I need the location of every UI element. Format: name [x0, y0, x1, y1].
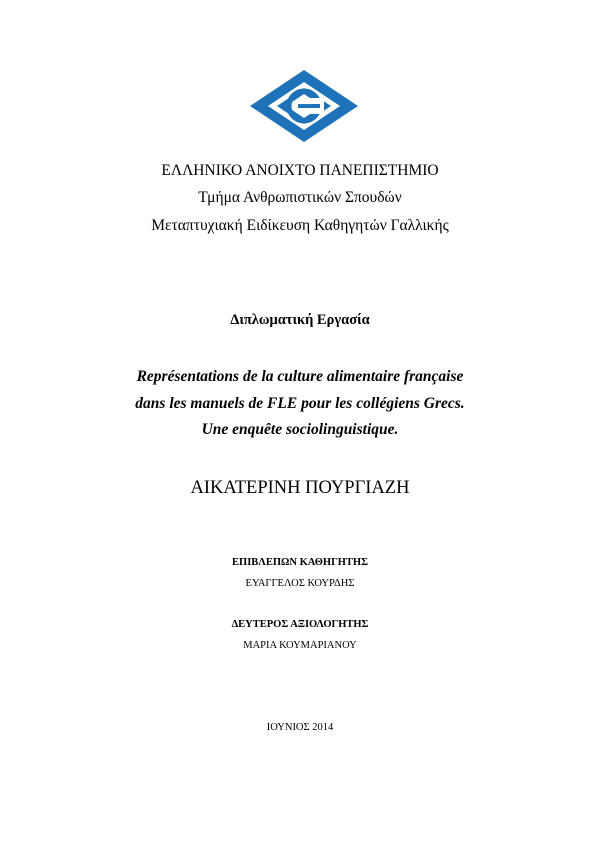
- department-name: Τμήμα Ανθρωπιστικών Σπουδών: [198, 189, 402, 206]
- supervisor-name: ΕΥΑΓΓΕΛΟΣ ΚΟΥΡΔΗΣ: [245, 578, 355, 589]
- university-name: ΕΛΛΗΝΙΚΟ ΑΝΟΙΧΤΟ ΠΑΝΕΠΙΣΤΗΜΙΟ: [161, 162, 439, 179]
- author-name: ΑΙΚΑΤΕΡΙΝΗ ΠΟΥΡΓΙΑΖΗ: [190, 478, 410, 498]
- second-reader-name: ΜΑΡΙΑ ΚΟΥΜΑΡΙΑΝΟΥ: [243, 640, 357, 651]
- supervisor-label: ΕΠΙΒΛΕΠΩΝ ΚΑΘΗΓΗΤΗΣ: [232, 557, 368, 568]
- thesis-title-line-2: dans les manuels de FLE pour les collégiens Grecs.: [135, 395, 465, 412]
- thesis-title-line-1: Représentations de la culture alimentaire française: [136, 368, 464, 385]
- second-reader-label: ΔΕΥΤΕΡΟΣ ΑΞΙΟΛΟΓΗΤΗΣ: [231, 619, 369, 630]
- university-logo: [248, 68, 360, 144]
- thesis-type: Διπλωματική Εργασία: [230, 312, 370, 328]
- thesis-title-line-3: Une enquête sociolinguistique.: [201, 421, 399, 438]
- program-name: Μεταπτυχιακή Ειδίκευση Καθηγητών Γαλλικής: [151, 217, 449, 234]
- submission-date: ΙΟΥΝΙΟΣ 2014: [266, 722, 334, 733]
